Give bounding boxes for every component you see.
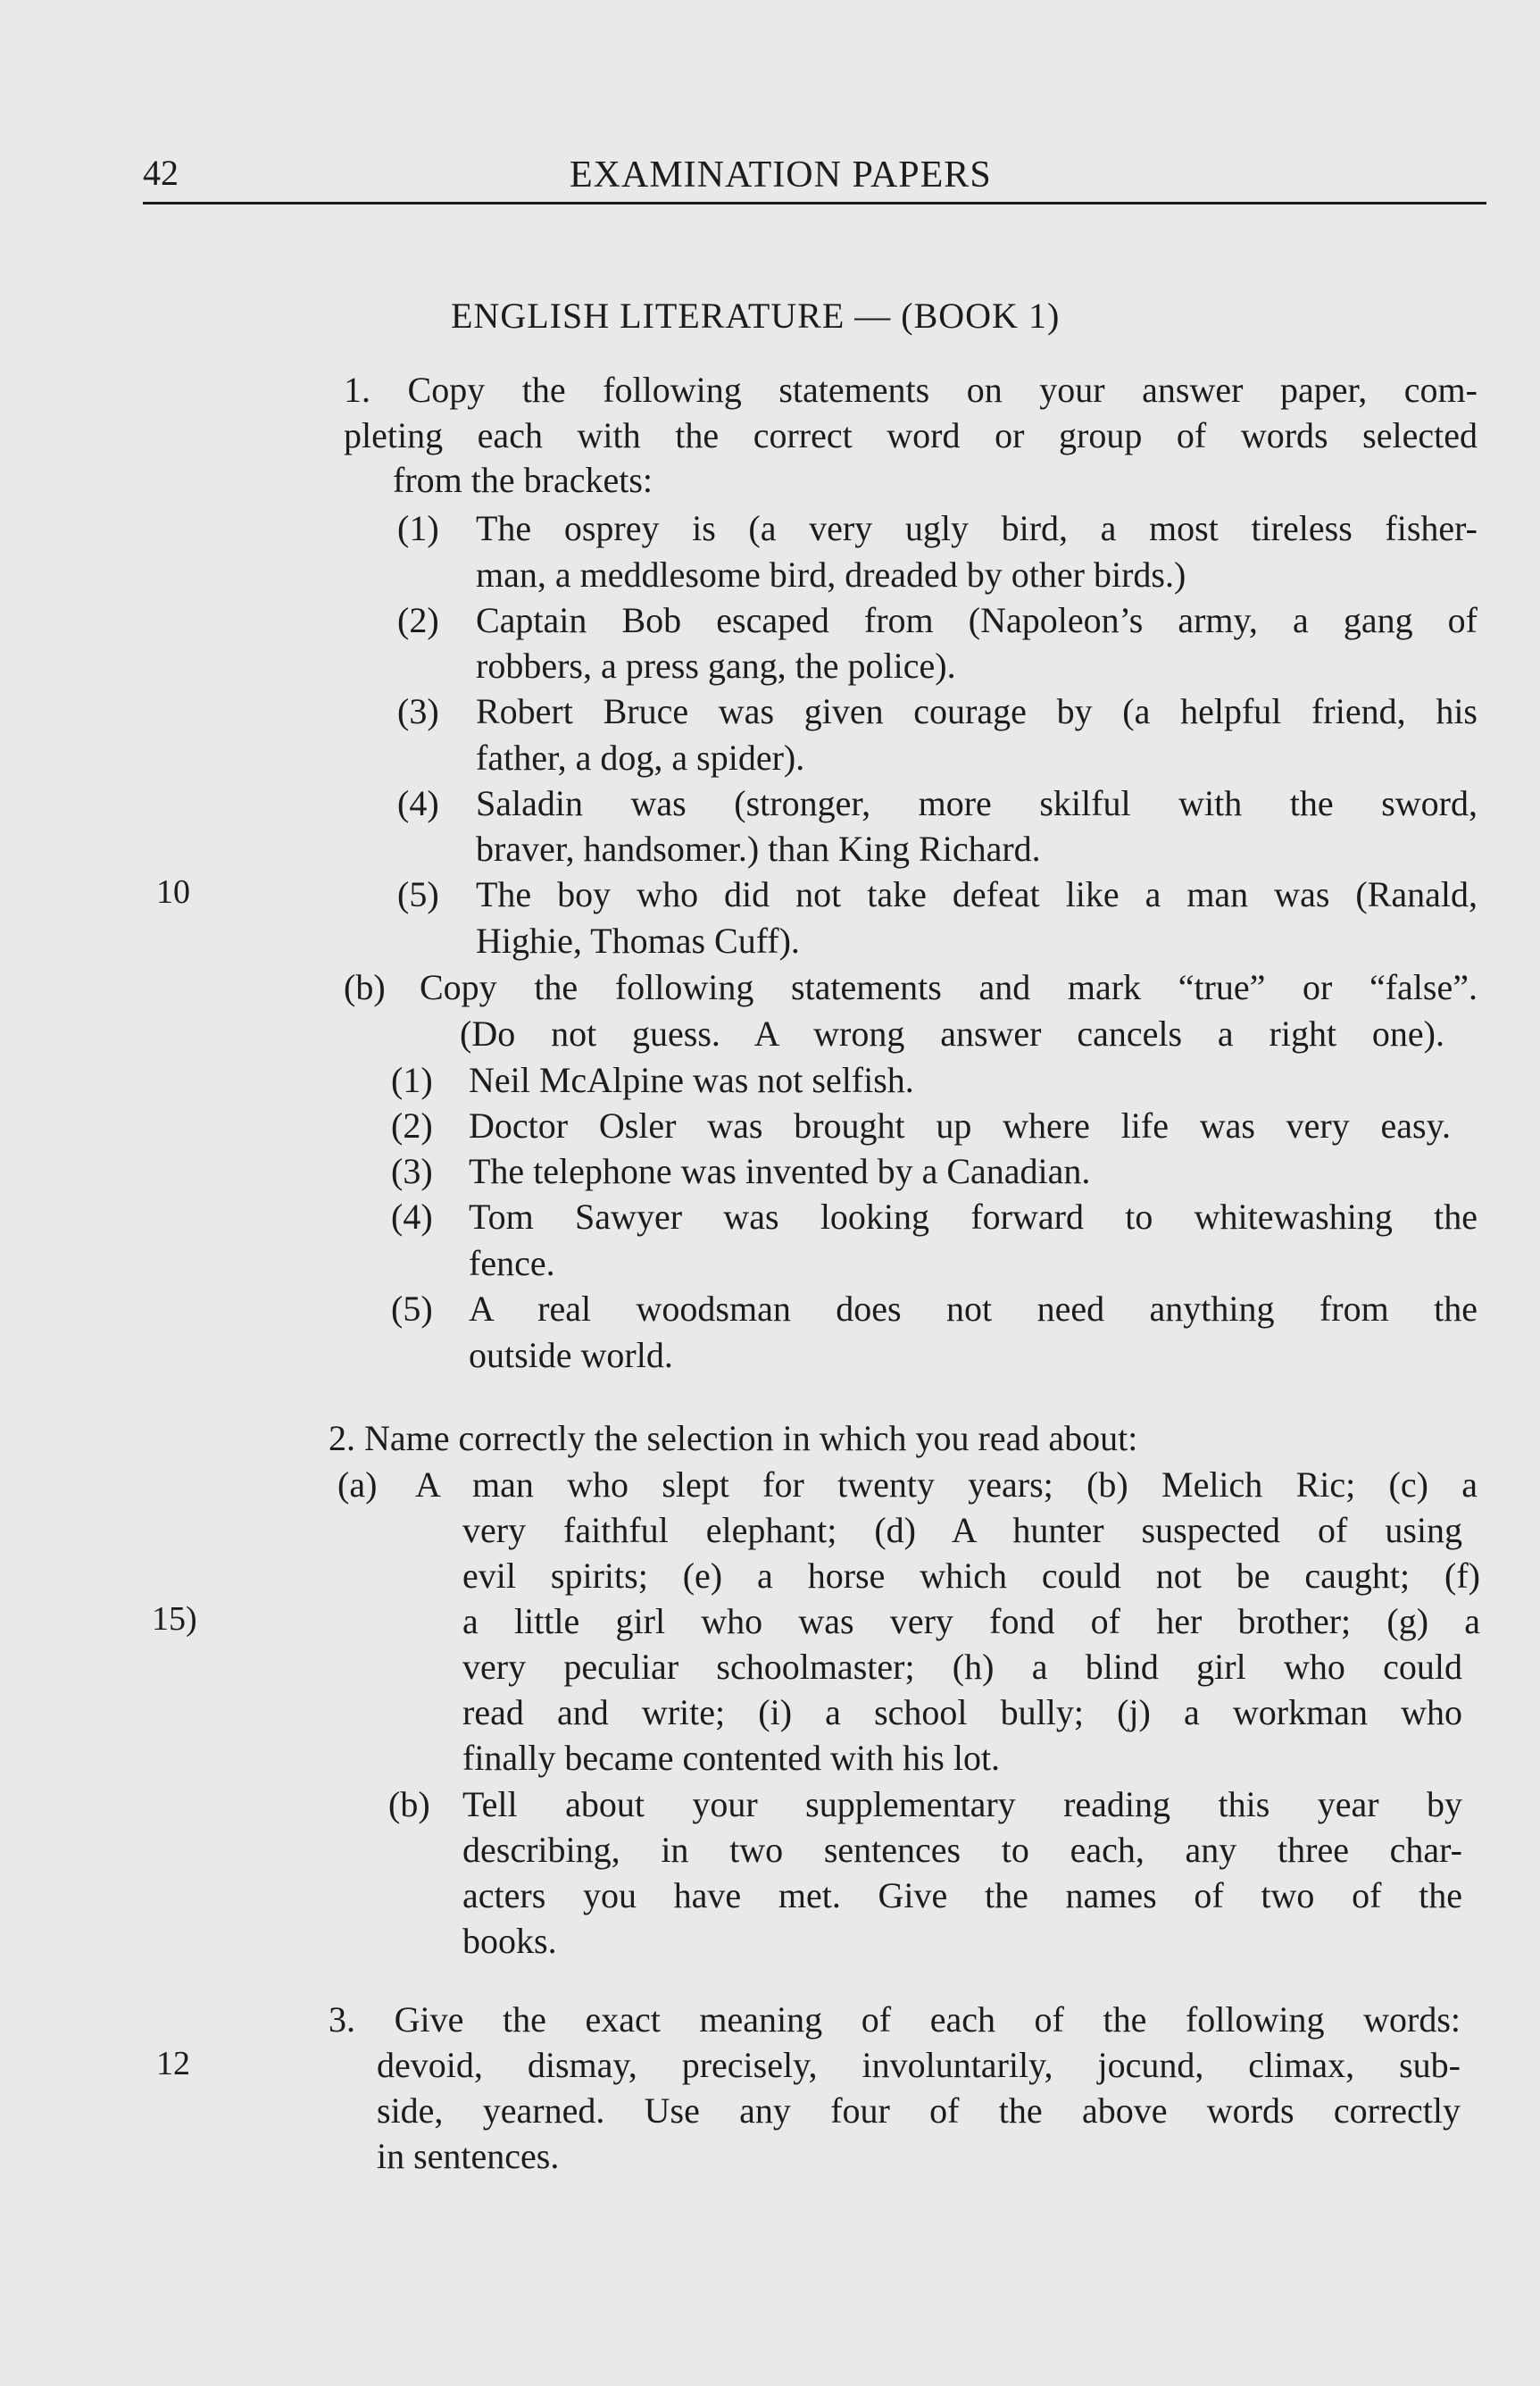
q3-line: devoid, dismay, precisely, involuntarily, jocund, climax, sub- [377, 2045, 1461, 2085]
q2-a-line: evil spirits; (e) a horse which could not be caught; (f) [462, 1556, 1480, 1596]
q2-a-label: (a) [337, 1464, 378, 1505]
q1-item-line: Captain Bob escaped from (Napoleon’s army, a gang of [476, 600, 1478, 640]
q2-a-line: a little girl who was very fond of her brother; (g) a [462, 1601, 1480, 1641]
q2-intro: 2. Name correctly the selection in which you read about: [329, 1418, 1138, 1458]
q1-b-item-line: A real woodsman does not need anything from the [469, 1289, 1478, 1329]
q1-item-number: (4) [397, 783, 439, 823]
q1-b-item-line: Doctor Osler was brought up where life was very easy. [469, 1105, 1451, 1146]
q1-b-line: Copy the following statements and mark “true” or “false”. [420, 967, 1478, 1007]
q2-a-line: very faithful elephant; (d) A hunter suspected of using [462, 1510, 1462, 1550]
q1-b-label: (b) [344, 967, 386, 1007]
q1-item-line: Highie, Thomas Cuff). [476, 921, 800, 961]
q1-item-line: Saladin was (stronger, more skilful with the sword, [476, 783, 1478, 823]
q1-item-line: The boy who did not take defeat like a man was (Ranald, [476, 874, 1478, 914]
q1-item-line: robbers, a press gang, the police). [476, 646, 956, 686]
q1-item-number: (5) [397, 874, 439, 914]
q1-item-number: (1) [397, 508, 439, 548]
header-rule [143, 202, 1486, 204]
running-header: EXAMINATION PAPERS [570, 154, 992, 196]
q1-intro-line: pleting each with the correct word or group of words selected [344, 415, 1478, 455]
q1-b-item-line: The telephone was invented by a Canadian. [469, 1151, 1091, 1191]
q1-b-item-number: (5) [391, 1289, 433, 1329]
marks-q1: 10 [156, 873, 190, 911]
q2-a-line: very peculiar schoolmaster; (h) a blind girl who could [462, 1647, 1462, 1687]
q2-b-line: acters you have met. Give the names of two of the [462, 1875, 1462, 1915]
q1-item-number: (3) [397, 691, 439, 731]
q1-b-item-number: (1) [391, 1060, 433, 1100]
q2-b-line: Tell about your supplementary reading this year by [462, 1784, 1462, 1824]
q1-b-item-line: outside world. [469, 1335, 673, 1375]
q1-item-line: The osprey is (a very ugly bird, a most tireless fisher- [476, 508, 1478, 548]
q1-intro-line: 1. Copy the following statements on your answer paper, com- [344, 370, 1478, 410]
q1-b-line: (Do not guess. A wrong answer cancels a right one). [460, 1014, 1444, 1054]
q3-line: side, yearned. Use any four of the above words correctly [377, 2090, 1461, 2131]
q1-b-item-number: (3) [391, 1151, 433, 1191]
q1-item-line: braver, handsomer.) than King Richard. [476, 829, 1041, 869]
q1-item-line: father, a dog, a spider). [476, 738, 805, 778]
q1-b-item-line: Tom Sawyer was looking forward to whitewashing the [469, 1197, 1478, 1237]
q1-item-number: (2) [397, 600, 439, 640]
section-title: ENGLISH LITERATURE — (BOOK 1) [451, 296, 1061, 336]
q1-b-item-number: (4) [391, 1197, 433, 1237]
q1-b-item-line: fence. [469, 1243, 555, 1283]
q2-b-label: (b) [388, 1784, 430, 1824]
q1-intro-line: from the brackets: [393, 460, 653, 500]
q3-line: in sentences. [377, 2136, 560, 2176]
marks-q3: 12 [156, 2045, 190, 2082]
q3-line: 3. Give the exact meaning of each of the following words: [329, 1999, 1461, 2040]
q1-b-item-line: Neil McAlpine was not selfish. [469, 1060, 914, 1100]
q2-b-line: books. [462, 1921, 557, 1961]
q1-b-item-number: (2) [391, 1105, 433, 1146]
q2-a-line: finally became contented with his lot. [462, 1738, 1001, 1778]
q2-a-line: read and write; (i) a school bully; (j) a workman who [462, 1692, 1462, 1732]
q1-item-line: man, a meddlesome bird, dreaded by other birds.) [476, 555, 1186, 595]
q2-b-line: describing, in two sentences to each, any three char- [462, 1830, 1462, 1870]
page-number: 42 [143, 153, 179, 193]
q1-item-line: Robert Bruce was given courage by (a helpful friend, his [476, 691, 1478, 731]
marks-q2: 15) [152, 1600, 197, 1638]
q2-a-line: A man who slept for twenty years; (b) Melich Ric; (c) a [415, 1464, 1478, 1505]
